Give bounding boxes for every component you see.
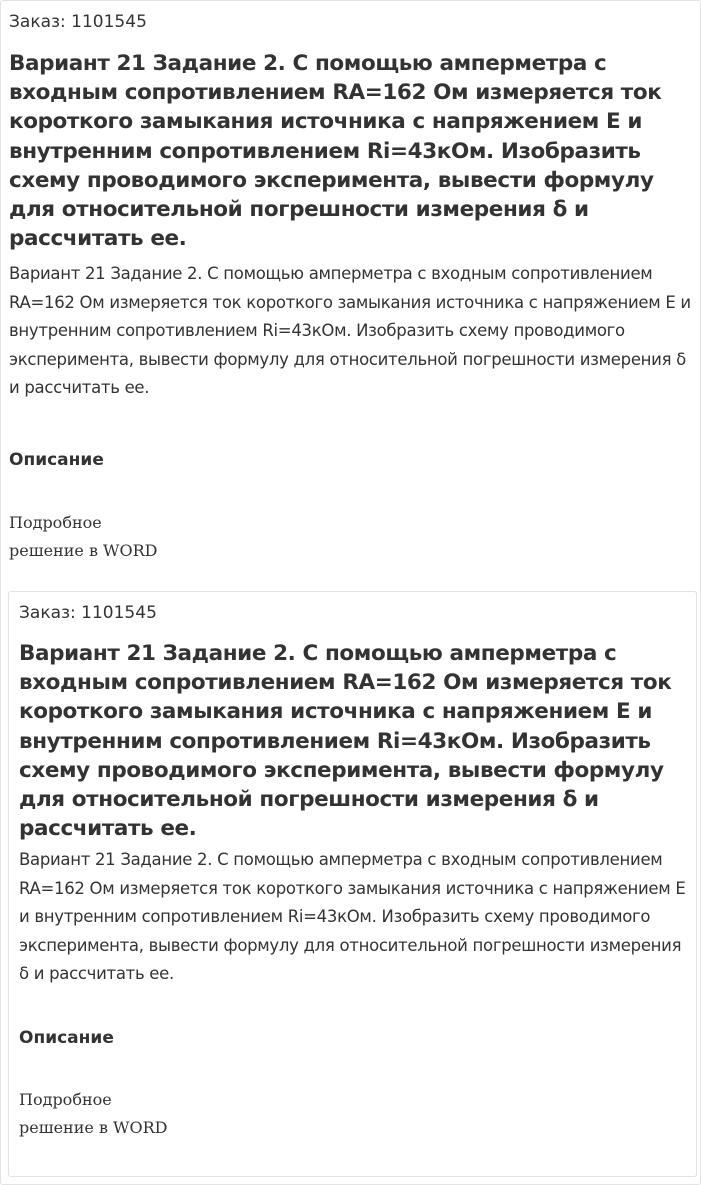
description-line: решение в WORD	[19, 1118, 168, 1137]
task-title: Вариант 21 Задание 2. С помощью амперметра с входным сопротивлением RA=162 Ом измеряется ток короткого замыкания источника с напряжением E и внутренним сопротивлением Ri=43кОм. Изобразить схему проводимого эксперимента, вывести формулу для относительной погрешности измерения δ и рассчитать ее.	[19, 641, 672, 842]
description-line: решение в WORD	[9, 541, 158, 560]
description-heading: Описание	[19, 1028, 114, 1048]
task-title: Вариант 21 Задание 2. С помощью амперметра с входным сопротивлением RA=162 Ом измеряется ток короткого замыкания источника с напряжением E и внутренним сопротивлением Ri=43кОм. Изобразить схему проводимого эксперимента, вывести формулу для относительной погрешности измерения δ и рассчитать ее.	[9, 51, 662, 252]
description-text	[19, 1086, 319, 1142]
order-card-nested	[8, 591, 697, 1177]
order-number: Заказ: 1101545	[19, 603, 157, 623]
order-number: Заказ: 1101545	[9, 12, 147, 32]
task-description: Вариант 21 Задание 2. С помощью амперметра с входным сопротивлением RA=162 Ом измеряется ток короткого замыкания источника с напряжением E и внутренним сопротивлением Ri=43кОм. Изобразить схему проводимого эксперимента, вывести формулу для относительной погрешности измерения δ и рассчитать ее.	[9, 264, 691, 397]
task-description: Вариант 21 Задание 2. С помощью амперметра с входным сопротивлением RA=162 Ом измеряется ток короткого замыкания источника с напряжением E и внутренним сопротивлением Ri=43кОм. Изобразить схему проводимого эксперимента, вывести формулу для относительной погрешности измерения δ и рассчитать ее.	[19, 850, 686, 983]
description-line: Подробное	[9, 513, 102, 532]
description-heading: Описание	[9, 450, 104, 470]
description-text	[9, 509, 309, 565]
description-line: Подробное	[19, 1090, 112, 1109]
order-content-nested	[9, 592, 696, 1176]
